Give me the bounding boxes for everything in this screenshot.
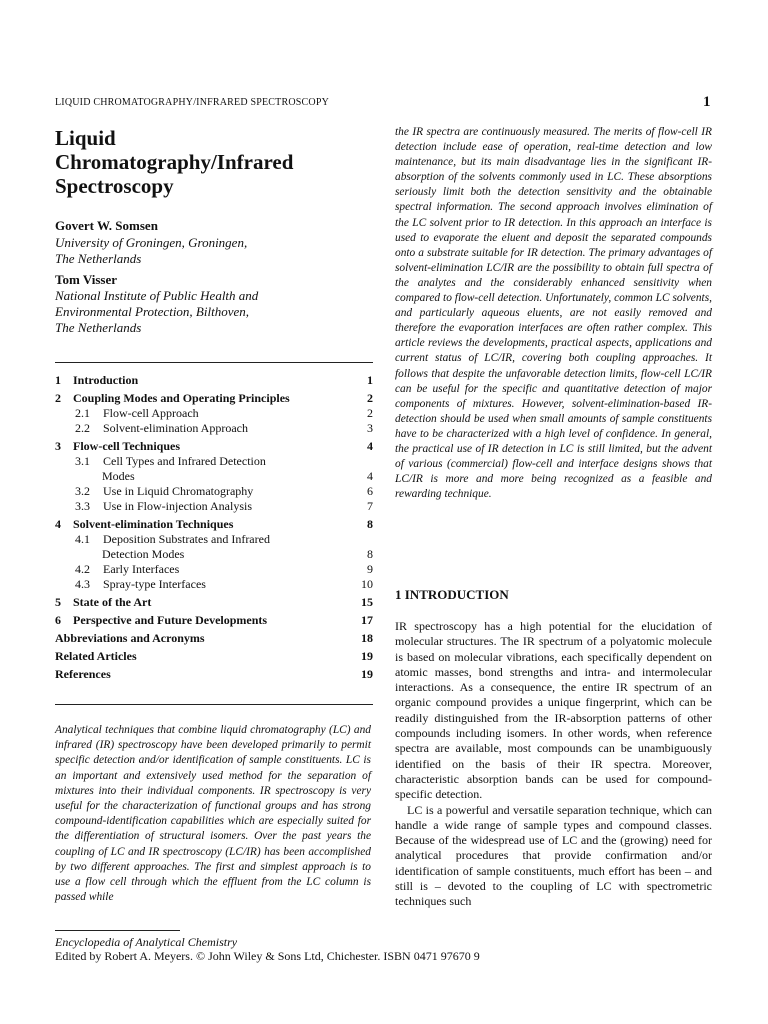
toc-entry-number: 3.3 [75,499,90,513]
footer-encyclopedia: Encyclopedia of Analytical Chemistry [55,935,238,949]
title-line: Chromatography/Infrared [55,150,294,174]
toc-entry[interactable] [55,499,373,514]
toc-entry-page: 8 [367,547,373,561]
toc-entry-number: 2.2 [75,421,90,435]
toc-entry[interactable] [55,454,373,469]
toc-entry-number: 2 [55,391,61,405]
toc-entry-number: 3.2 [75,484,90,498]
footer-publisher: Edited by Robert A. Meyers. © John Wiley & Sons Ltd, Chichester. ISBN 0471 97670 9 [55,949,480,963]
toc-entry[interactable] [55,484,373,499]
affiliation-line: National Institute of Public Health and [55,288,259,303]
toc-entry-number: 4.3 [75,577,90,591]
affiliation-line: University of Groningen, Groningen, [55,235,248,250]
toc-entry-page: 1 [367,373,373,387]
toc-entry[interactable] [55,517,373,532]
toc-entry-page: 7 [367,499,373,513]
toc-entry-page: 8 [367,517,373,531]
author-affiliation [55,288,355,336]
toc-entry-page: 3 [367,421,373,435]
toc-entry-number: 4 [55,517,61,531]
toc-entry-number: 2.1 [75,406,90,420]
toc-entry-title: Early Interfaces [103,562,180,576]
toc-entry[interactable] [55,547,373,562]
toc-entry-page: 15 [361,595,373,609]
toc-entry-title: Spray-type Interfaces [103,577,206,591]
toc-entry-title: Detection Modes [102,547,185,561]
affiliation-line: Environmental Protection, Bilthoven, [55,304,249,319]
toc-entry-title: Coupling Modes and Operating Principles [73,391,290,405]
toc-entry[interactable] [55,373,373,388]
toc-entry-title: Flow-cell Techniques [73,439,181,453]
title-line: Liquid [55,126,116,150]
paragraph: LC is a powerful and versatile separation technique, which can handle a wide range of sample types and compound classes. Because of the widespread use of LC and the (growing) need for analytical procedures that provide confirmation and/or identification of sample constituents, much effort has been – and still is – devoted to the coupling of LC with spectrometric techniques such [395,802,712,909]
toc-entry-title: Introduction [73,373,139,387]
title-line: Spectroscopy [55,174,174,198]
toc-entry-title: State of the Art [73,595,152,609]
author-name: Tom Visser [55,272,117,287]
toc-entry-title: Perspective and Future Developments [73,613,268,627]
toc-entry-page: 9 [367,562,373,576]
toc-entry-title: Modes [102,469,135,483]
toc-entry-title: Flow-cell Approach [103,406,199,420]
toc-top-rule [55,362,373,363]
toc-entry[interactable] [55,391,373,406]
toc-entry-title: Deposition Substrates and Infrared [103,532,270,546]
section-heading: 1 INTRODUCTION [395,587,509,602]
toc-entry-page: 2 [367,406,373,420]
toc-entry-page: 4 [367,469,373,483]
toc-entry-number: 3 [55,439,61,453]
toc-entry-title: Use in Liquid Chromatography [103,484,254,498]
introduction-body [395,619,712,910]
toc-entry[interactable] [55,532,373,547]
toc-entry[interactable] [55,469,373,484]
toc-entry[interactable] [55,649,373,664]
paragraph: IR spectroscopy has a high potential for the elucidation of molecular structures. The IR spectrum of a polyatomic molecule is based on molecular vibrations, each specifically dependent on atomic masses, bond strengths and intra- and intermolecular interactions. As a consequence, the entire IR spectrum of an organic compound provides a unique fingerprint, which can be readily distinguished from the IR-absorption patterns of other compounds including isomers. In other words, when reference spectra are available, most compounds can be unambiguously identified on the basis of their IR spectra. Moreover, characteristic absorption bands can be used for compound-specific detection. [395,619,712,802]
footer-rule [55,930,180,931]
toc-entry[interactable] [55,667,373,682]
author-name: Govert W. Somsen [55,218,158,233]
affiliation-line: The Netherlands [55,251,142,266]
toc-entry-number: 4.1 [75,532,90,546]
abstract-right-column: the IR spectra are continuously measured. The merits of flow-cell IR detection include ease of operation, real-time detection and low maintenance, but its main disadvantage lies in the significant IR-absorption of the solvents commonly used in LC. These absorptions seriously limit both the detection sensitivity and the obtainable spectral information. The second approach involves elimination of the LC solvent prior to IR detection. In this approach an interface is used to evaporate the eluent and deposit the separated compounds onto a substrate suitable for IR detection. The primary advantages of solvent-elimination LC/IR are the possibility to obtain full spectra of the analytes and the considerably enhanced sensitivity when compared to flow-cell detection. Unfortunately, common LC solvents, and particularly aqueous eluents, are not easily removed and therefore the evaporation interfaces are often rather complex. This article reviews the developments, practical aspects, applications and current status of LC/IR, covering both coupling approaches. It follows that despite the unfavorable detection limits, flow-cell LC/IR can be useful for the specific and quantitative detection of major components of mixtures. However, solvent-elimination-based IR-detection should be used when small amounts of sample constituents have to be characterized with a high level of confidence. In general, the practical use of IR detection in LC is still limited, but the advent of various (commercial) flow-cell and interface designs shows that LC/IR is more and more being recognized as a feasible and rewarding technique. [395,126,712,501]
toc-entry-title: Related Articles [55,649,137,663]
toc-entry[interactable] [55,406,373,421]
toc-entry-title: References [55,667,111,681]
affiliation-line: The Netherlands [55,320,142,335]
article-title [55,126,355,198]
toc-entry-page: 4 [367,439,373,453]
toc-entry[interactable] [55,613,373,628]
toc-entry-page: 17 [361,613,373,627]
running-head: LIQUID CHROMATOGRAPHY/INFRARED SPECTROSCOPY [55,97,330,108]
page-number: 1 [703,94,711,110]
toc-entry-number: 1 [55,373,61,387]
toc-entry[interactable] [55,421,373,436]
toc-entry-number: 3.1 [75,454,90,468]
toc-bottom-rule [55,704,373,705]
toc-entry-number: 5 [55,595,61,609]
toc-entry-page: 19 [361,667,373,681]
toc-entry-title: Solvent-elimination Techniques [73,517,234,531]
toc-entry-title: Use in Flow-injection Analysis [103,499,252,513]
toc-entry[interactable] [55,595,373,610]
toc-entry-number: 6 [55,613,61,627]
toc-entry-number: 4.2 [75,562,90,576]
toc-entry-page: 18 [361,631,373,645]
toc-entry[interactable] [55,631,373,646]
toc-entry-page: 10 [361,577,373,591]
toc-entry-title: Solvent-elimination Approach [103,421,248,435]
toc-entry[interactable] [55,562,373,577]
toc-entry-page: 2 [367,391,373,405]
toc-entry-page: 19 [361,649,373,663]
toc-entry-page: 6 [367,484,373,498]
toc-entry[interactable] [55,439,373,454]
toc-entry-title: Abbreviations and Acronyms [55,631,205,645]
toc-entry[interactable] [55,577,373,592]
table-of-contents [55,373,373,682]
author-affiliation [55,235,355,267]
toc-entry-title: Cell Types and Infrared Detection [103,454,266,468]
abstract-left-column: Analytical techniques that combine liquid chromatography (LC) and infrared (IR) spectroscopy have been developed primarily to permit specific detection and/or identification of sample constituents. LC is an important and extensively used method for the separation of mixtures into their individual components. IR spectroscopy is very useful for the characterization of functional groups and has strong compound-identification capabilities which are especially suited for the differentiation of structural isomers. Over the past years the coupling of LC and IR spectroscopy (LC/IR) has been accomplished by two different approaches. The first and simplest approach is to use a flow cell through which the effluent from the LC column is passed while [55,724,371,904]
